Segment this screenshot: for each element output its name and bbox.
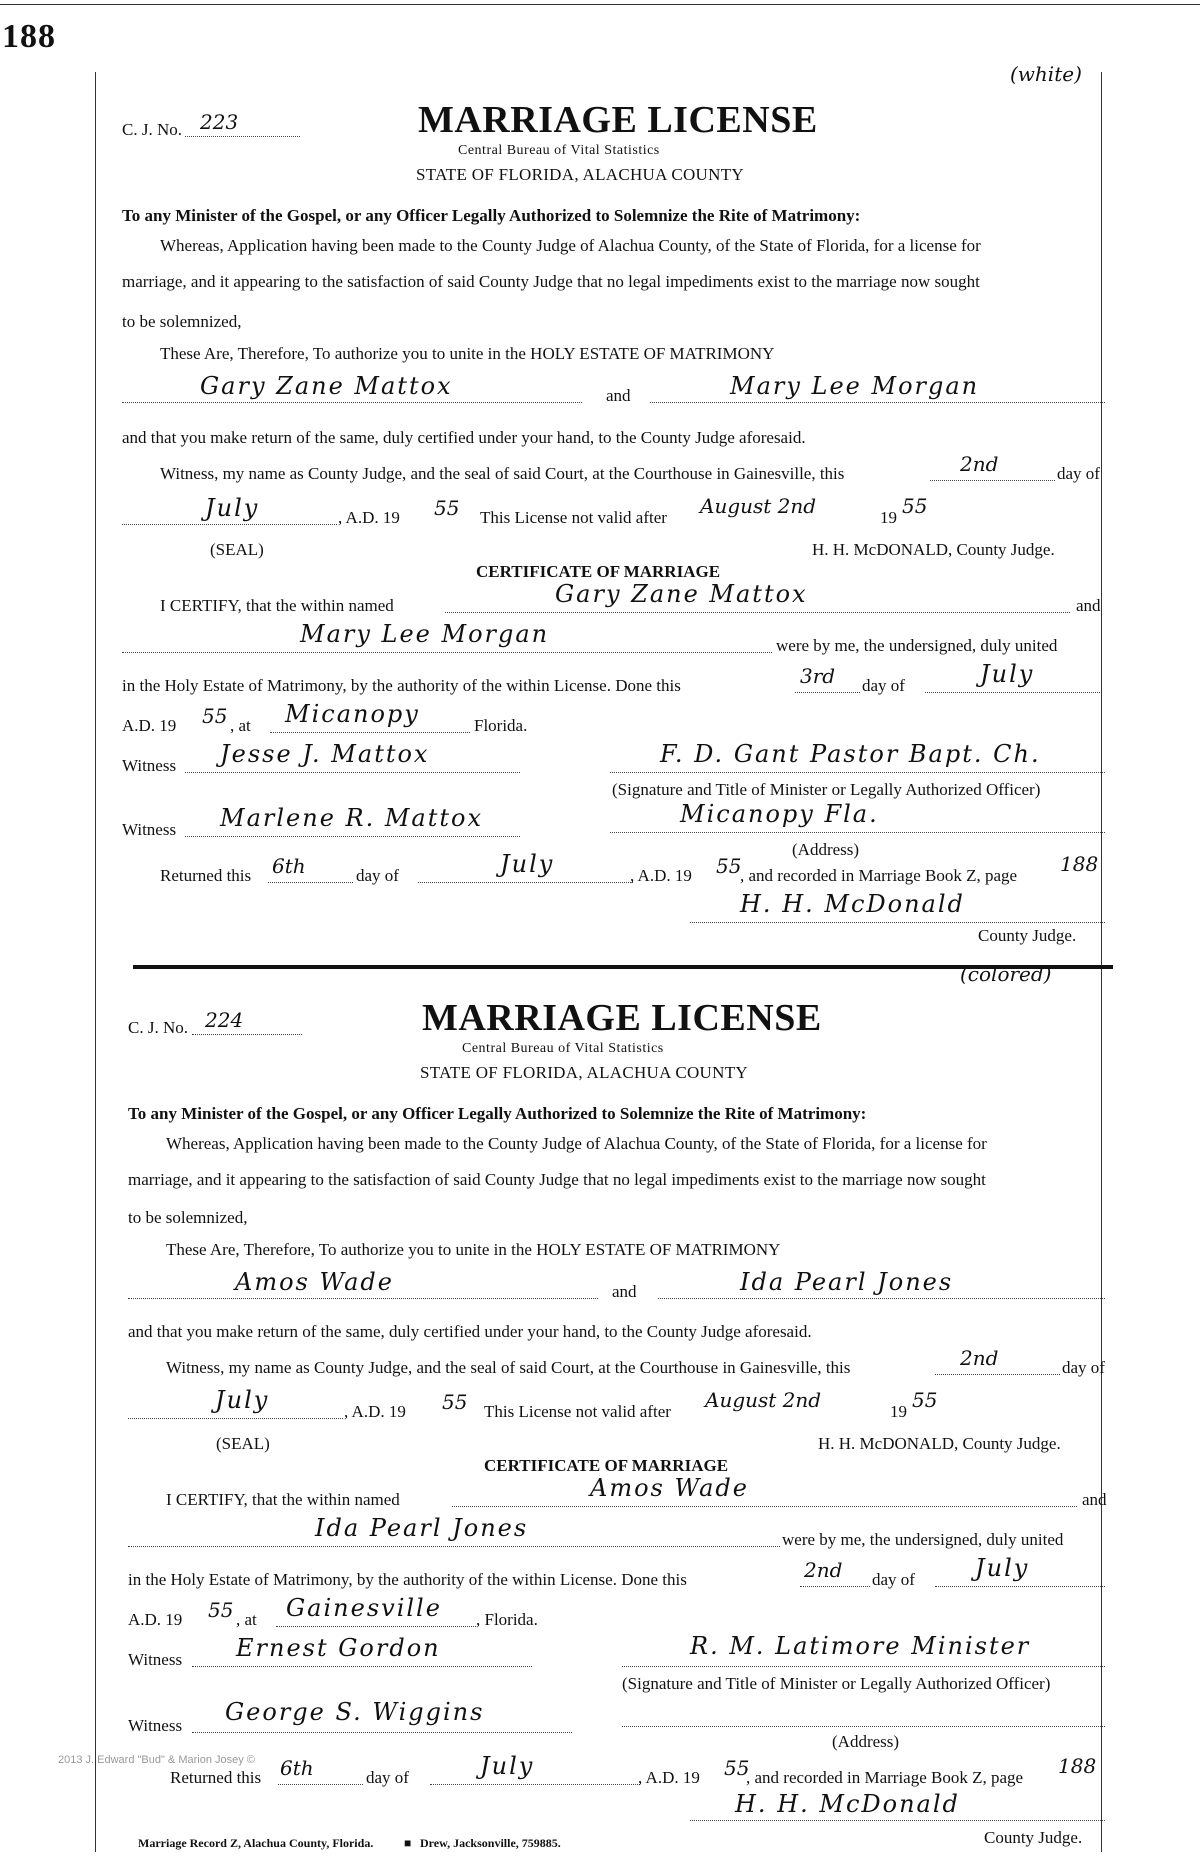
issue-year: 55 bbox=[434, 496, 460, 520]
cj-no-value: 224 bbox=[205, 1008, 244, 1032]
witness-label-1: Witness bbox=[122, 756, 177, 775]
returned-day-of: day of bbox=[356, 866, 399, 885]
page-number: 188 bbox=[2, 18, 56, 55]
certificate-title: CERTIFICATE OF MARRIAGE bbox=[484, 1456, 729, 1475]
groom-name: Gary Zane Mattox bbox=[200, 372, 453, 400]
recorded-label: , and recorded in Marriage Book Z, page bbox=[740, 866, 1018, 885]
license-title: MARRIAGE LICENSE bbox=[422, 997, 822, 1039]
done-year: 55 bbox=[208, 1598, 234, 1622]
returned-ad: , A.D. 19 bbox=[638, 1768, 700, 1787]
issue-year: 55 bbox=[442, 1390, 468, 1414]
footer-printer: Drew, Jacksonville, 759885. bbox=[420, 1836, 561, 1850]
state-county: STATE OF FLORIDA, ALACHUA COUNTY bbox=[420, 1063, 748, 1082]
issue-month: July bbox=[205, 494, 260, 522]
at-label: , at bbox=[236, 1610, 257, 1629]
returned-year: 55 bbox=[724, 1756, 750, 1780]
ad-prefix: A.D. 19 bbox=[128, 1610, 183, 1629]
cj-no-label: C. J. No. bbox=[128, 1018, 188, 1037]
groom-name: Amos Wade bbox=[235, 1268, 394, 1296]
witness-1: Ernest Gordon bbox=[236, 1634, 441, 1662]
address-line: To any Minister of the Gospel, or any Officer Legally Authorized to Solemnize the Rite of Matrimony: bbox=[128, 1104, 867, 1123]
state-county: STATE OF FLORIDA, ALACHUA COUNTY bbox=[416, 165, 744, 184]
returned-this: Returned this bbox=[160, 866, 252, 885]
judge-signature: H. H. McDonald bbox=[735, 1790, 960, 1818]
issue-day: 2nd bbox=[960, 1346, 999, 1370]
ad-prefix: A.D. 19 bbox=[122, 716, 177, 735]
nineteen-label: 19 bbox=[880, 508, 897, 527]
officiant-caption: (Signature and Title of Minister or Legally Authorized Officer) bbox=[612, 780, 1041, 799]
expiry-date: August 2nd bbox=[705, 1388, 822, 1412]
holy-estate: in the Holy Estate of Matrimony, by the authority of the within License. Done this bbox=[122, 676, 681, 695]
done-year: 55 bbox=[202, 704, 228, 728]
page-top-rule bbox=[0, 4, 1200, 5]
bureau-line: Central Bureau of Vital Statistics bbox=[462, 1041, 664, 1056]
expiry-year: 55 bbox=[912, 1388, 938, 1412]
race-note: (white) bbox=[1010, 62, 1082, 86]
witness-label-1: Witness bbox=[128, 1650, 183, 1669]
witness-2: Marlene R. Mattox bbox=[220, 804, 484, 832]
returned-day: 6th bbox=[272, 854, 306, 878]
copyright-watermark: 2013 J. Edward "Bud" & Marion Josey © bbox=[58, 1754, 255, 1766]
footer-star-icon: ■ bbox=[404, 1836, 412, 1850]
and-label: and bbox=[612, 1282, 637, 1301]
whereas-2: marriage, and it appearing to the satisfaction of said County Judge that no legal impediments exist to the marriage now sought bbox=[128, 1170, 986, 1189]
ad-label: , A.D. 19 bbox=[344, 1402, 406, 1421]
judge-name: H. H. McDONALD, County Judge. bbox=[818, 1434, 1061, 1453]
book-page: 188 bbox=[1060, 852, 1099, 876]
at-label: , at bbox=[230, 716, 251, 735]
certify-label: I CERTIFY, that the within named bbox=[160, 596, 394, 615]
witness-label-2: Witness bbox=[122, 820, 177, 839]
these-are: These Are, Therefore, To authorize you to unite in the HOLY ESTATE OF MATRIMONY bbox=[166, 1240, 781, 1259]
holy-estate: in the Holy Estate of Matrimony, by the authority of the within License. Done this bbox=[128, 1570, 687, 1589]
return-line: and that you make return of the same, duly certified under your hand, to the County Judge aforesaid. bbox=[128, 1322, 812, 1341]
cert-groom: Gary Zane Mattox bbox=[555, 580, 808, 608]
bureau-line: Central Bureau of Vital Statistics bbox=[458, 143, 660, 158]
expiry-year: 55 bbox=[902, 494, 928, 518]
whereas-1: Whereas, Application having been made to the County Judge of Alachua County, of the State of Florida, for a license for bbox=[166, 1134, 987, 1153]
certificate-title: CERTIFICATE OF MARRIAGE bbox=[476, 562, 721, 581]
and-label: and bbox=[606, 386, 631, 405]
nineteen-label: 19 bbox=[890, 1402, 907, 1421]
witness-judge: Witness, my name as County Judge, and the seal of said Court, at the Courthouse in Gainesville, this bbox=[160, 464, 845, 483]
not-valid-label: This License not valid after bbox=[484, 1402, 671, 1421]
officiant-address: Micanopy Fla. bbox=[680, 800, 879, 828]
whereas-2: marriage, and it appearing to the satisfaction of said County Judge that no legal impediments exist to the marriage now sought bbox=[122, 272, 980, 291]
ad-label: , A.D. 19 bbox=[338, 508, 400, 527]
issue-day: 2nd bbox=[960, 452, 999, 476]
footer-record: Marriage Record Z, Alachua County, Florida. bbox=[138, 1836, 374, 1850]
certify-label: I CERTIFY, that the within named bbox=[166, 1490, 400, 1509]
county-judge-label: County Judge. bbox=[978, 926, 1077, 945]
cert-bride: Ida Pearl Jones bbox=[315, 1514, 529, 1542]
bride-name: Mary Lee Morgan bbox=[730, 372, 980, 400]
whereas-3: to be solemnized, bbox=[128, 1208, 248, 1227]
judge-signature: H. H. McDonald bbox=[740, 890, 965, 918]
done-day-of: day of bbox=[872, 1570, 915, 1589]
return-line: and that you make return of the same, duly certified under your hand, to the County Judge aforesaid. bbox=[122, 428, 806, 447]
whereas-3: to be solemnized, bbox=[122, 312, 242, 331]
done-day: 2nd bbox=[804, 1558, 843, 1582]
these-are: These Are, Therefore, To authorize you to unite in the HOLY ESTATE OF MATRIMONY bbox=[160, 344, 775, 363]
whereas-1: Whereas, Application having been made to the County Judge of Alachua County, of the State of Florida, for a license for bbox=[160, 236, 981, 255]
officiant-signature: R. M. Latimore Minister bbox=[690, 1632, 1031, 1660]
seal-label: (SEAL) bbox=[216, 1434, 270, 1453]
seal-label: (SEAL) bbox=[210, 540, 264, 559]
returned-month: July bbox=[480, 1752, 535, 1780]
place: Gainesville bbox=[286, 1594, 442, 1622]
witness-2: George S. Wiggins bbox=[225, 1698, 485, 1726]
day-of-label: day of bbox=[1062, 1358, 1105, 1377]
florida-label: , Florida. bbox=[476, 1610, 538, 1629]
license-title: MARRIAGE LICENSE bbox=[418, 99, 818, 141]
cj-no-label: C. J. No. bbox=[122, 120, 182, 139]
done-day-of: day of bbox=[862, 676, 905, 695]
address-caption: (Address) bbox=[832, 1732, 900, 1751]
cert-and: and bbox=[1082, 1490, 1107, 1509]
done-month: July bbox=[980, 660, 1035, 688]
officiant-signature: F. D. Gant Pastor Bapt. Ch. bbox=[660, 740, 1041, 768]
address-line: To any Minister of the Gospel, or any Officer Legally Authorized to Solemnize the Rite of Matrimony: bbox=[122, 206, 861, 225]
issue-month: July bbox=[215, 1386, 270, 1414]
witness-judge: Witness, my name as County Judge, and the seal of said Court, at the Courthouse in Gainesville, this bbox=[166, 1358, 851, 1377]
done-month: July bbox=[975, 1554, 1030, 1582]
bride-name: Ida Pearl Jones bbox=[740, 1268, 954, 1296]
expiry-date: August 2nd bbox=[700, 494, 817, 518]
officiant-caption: (Signature and Title of Minister or Legally Authorized Officer) bbox=[622, 1674, 1051, 1693]
cert-and: and bbox=[1076, 596, 1101, 615]
race-note: (colored) bbox=[960, 962, 1052, 986]
book-page: 188 bbox=[1058, 1754, 1097, 1778]
recorded-label: , and recorded in Marriage Book Z, page bbox=[746, 1768, 1024, 1787]
done-day: 3rd bbox=[800, 664, 836, 688]
cert-groom: Amos Wade bbox=[590, 1474, 749, 1502]
returned-day: 6th bbox=[280, 1756, 314, 1780]
returned-day-of: day of bbox=[366, 1768, 409, 1787]
address-caption: (Address) bbox=[792, 840, 860, 859]
returned-year: 55 bbox=[716, 854, 742, 878]
returned-month: July bbox=[500, 850, 555, 878]
county-judge-label: County Judge. bbox=[984, 1828, 1083, 1847]
day-of-label: day of bbox=[1057, 464, 1100, 483]
not-valid-label: This License not valid after bbox=[480, 508, 667, 527]
place: Micanopy bbox=[285, 700, 420, 728]
florida-label: Florida. bbox=[474, 716, 528, 735]
were-by-me: were by me, the undersigned, duly united bbox=[782, 1530, 1064, 1549]
returned-this: Returned this bbox=[170, 1768, 262, 1787]
cert-bride: Mary Lee Morgan bbox=[300, 620, 550, 648]
returned-ad: , A.D. 19 bbox=[630, 866, 692, 885]
cj-no-value: 223 bbox=[200, 110, 239, 134]
were-by-me: were by me, the undersigned, duly united bbox=[776, 636, 1058, 655]
witness-label-2: Witness bbox=[128, 1716, 183, 1735]
witness-1: Jesse J. Mattox bbox=[220, 740, 430, 768]
judge-name: H. H. McDONALD, County Judge. bbox=[812, 540, 1055, 559]
